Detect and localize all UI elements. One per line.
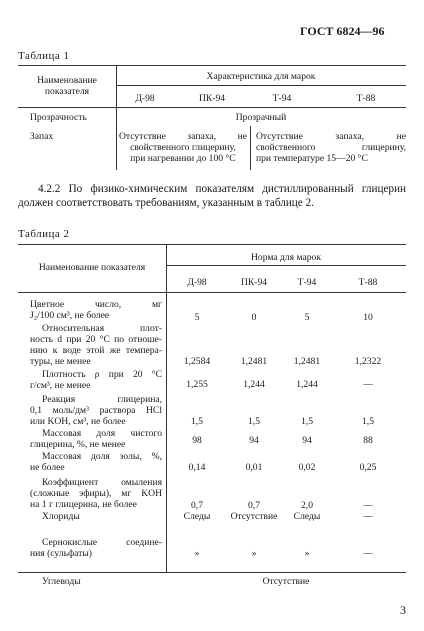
table2-cell: 0,7 <box>191 500 203 511</box>
body-paragraph: 4.2.2 По физико-химическим показателям дистиллированный глицерин должен соответствовать требованиям, указанным в таблице 2. <box>18 183 406 209</box>
table2-cell: — <box>363 511 373 522</box>
table2-bottom-rule <box>18 572 406 573</box>
page-number: 3 <box>400 603 406 617</box>
table2-row-label: Реакция глицерина, 0,1 моль/дм³ раствора HCl или KOH, см³, не более <box>30 394 162 427</box>
table2-cell: 88 <box>363 435 373 446</box>
table2-cell: — <box>363 548 373 559</box>
table1-row-name: Запах <box>30 131 54 142</box>
table2-row-label: Массовая доля чистого глицерина, %, не менее <box>30 428 162 450</box>
table2-cell: Следы <box>183 511 211 522</box>
table2-row-label: Относительная плот- ность d при 20 °С по отноше- нию к воде этой же темпера- туры, не менее <box>30 323 162 367</box>
table2-group-header: Норма для марок <box>250 252 322 263</box>
table2-row-label: Цветное число, мг J₂/100 см³, не более <box>30 299 162 321</box>
table2-group-rule <box>166 265 406 266</box>
table1-header-rule <box>18 107 406 108</box>
table2-row-label: Массовая доля золы, %, не более <box>30 451 162 473</box>
table2-cell: 2,0 <box>301 500 313 511</box>
table2-row-label: Углеводы <box>42 576 81 587</box>
table2-cell: — <box>363 379 373 390</box>
standard-number: ГОСТ 6824—96 <box>300 24 385 38</box>
table2-cell: 0,01 <box>245 462 263 473</box>
table1-row-name: Прозрачность <box>30 112 87 123</box>
table1-odor-left: Отсутствие запаха, не свойственного глицерину, при нагревании до 100 °С <box>119 131 247 164</box>
table2-cell: 1,2481 <box>293 356 321 367</box>
table2-cell: 1,244 <box>243 379 265 390</box>
table2-cell: — <box>363 500 373 511</box>
table2-cell: 10 <box>363 312 373 323</box>
table1-odor-right: Отсутствие запаха, не свойственного глицерину, при температуре 15—20 °С <box>256 131 406 164</box>
table2-grade-header: Д-98 <box>187 277 207 288</box>
table2-header-rule <box>18 292 406 293</box>
table2-cell: Отсутствие <box>230 511 278 522</box>
table2-cell: Следы <box>293 511 321 522</box>
table1-top-rule <box>18 65 406 66</box>
table1-mid-divider <box>250 126 251 170</box>
table2-col-header: Наименование показателя <box>38 262 146 273</box>
table2-cell: 0 <box>251 312 257 323</box>
table2-cell: 1,244 <box>296 379 318 390</box>
table1-group-header: Характеристика для марок <box>206 71 316 82</box>
table2-grade-header: ПК-94 <box>240 277 268 288</box>
table2-cell: 0,14 <box>188 462 206 473</box>
table2-cell: 94 <box>249 435 259 446</box>
table2-cell: 0,7 <box>248 500 260 511</box>
table2-grade-header: Т-94 <box>297 277 317 288</box>
table1-grade-header: Т-88 <box>356 93 376 104</box>
table2-caption: Таблица 2 <box>18 228 70 240</box>
table2-cell: 1,255 <box>186 379 208 390</box>
table2-row-label: Коэффициент омыления (сложные эфиры), мг KOH на 1 г глицерина, не более <box>30 477 162 510</box>
table2-cell: 1,2481 <box>240 356 268 367</box>
table1-grade-header: Д-98 <box>135 93 155 104</box>
table2-cell: 0,02 <box>298 462 316 473</box>
table1-col-header: Наименование показателя <box>37 75 97 97</box>
table1-grade-header: Т-94 <box>272 93 292 104</box>
table2-row-label: Плотность ρ при 20 °С г/см³, не менее <box>30 369 162 391</box>
table2-cell: » <box>304 548 310 559</box>
table2-cell: 1,5 <box>301 416 313 427</box>
table2-cell: » <box>251 548 257 559</box>
table2-cell: 1,5 <box>191 416 203 427</box>
table2-cell: 1,2584 <box>183 356 211 367</box>
table2-col-divider <box>166 244 167 572</box>
table2-grade-header: Т-88 <box>358 277 378 288</box>
table2-top-rule <box>18 244 406 245</box>
table2-cell: 1,5 <box>362 416 374 427</box>
table1-grade-header: ПК-94 <box>198 93 226 104</box>
table2-row-label: Сернокислые соедине- ния (сульфаты) <box>30 537 162 559</box>
table2-row-label: Хлориды <box>42 511 80 522</box>
table2-cell: 98 <box>192 435 202 446</box>
table1-group-rule <box>116 85 406 86</box>
table2-cell: 5 <box>304 312 310 323</box>
table2-cell: 5 <box>194 312 200 323</box>
table2-cell: 94 <box>302 435 312 446</box>
table2-cell: Отсутствие <box>262 576 310 587</box>
table2-cell: 0,25 <box>359 462 377 473</box>
table1-row-value: Прозрачный <box>235 112 287 123</box>
table1-caption: Таблица 1 <box>18 50 70 62</box>
table2-cell: 1,5 <box>248 416 260 427</box>
table2-cell: 1,2322 <box>354 356 382 367</box>
table2-cell: » <box>194 548 200 559</box>
